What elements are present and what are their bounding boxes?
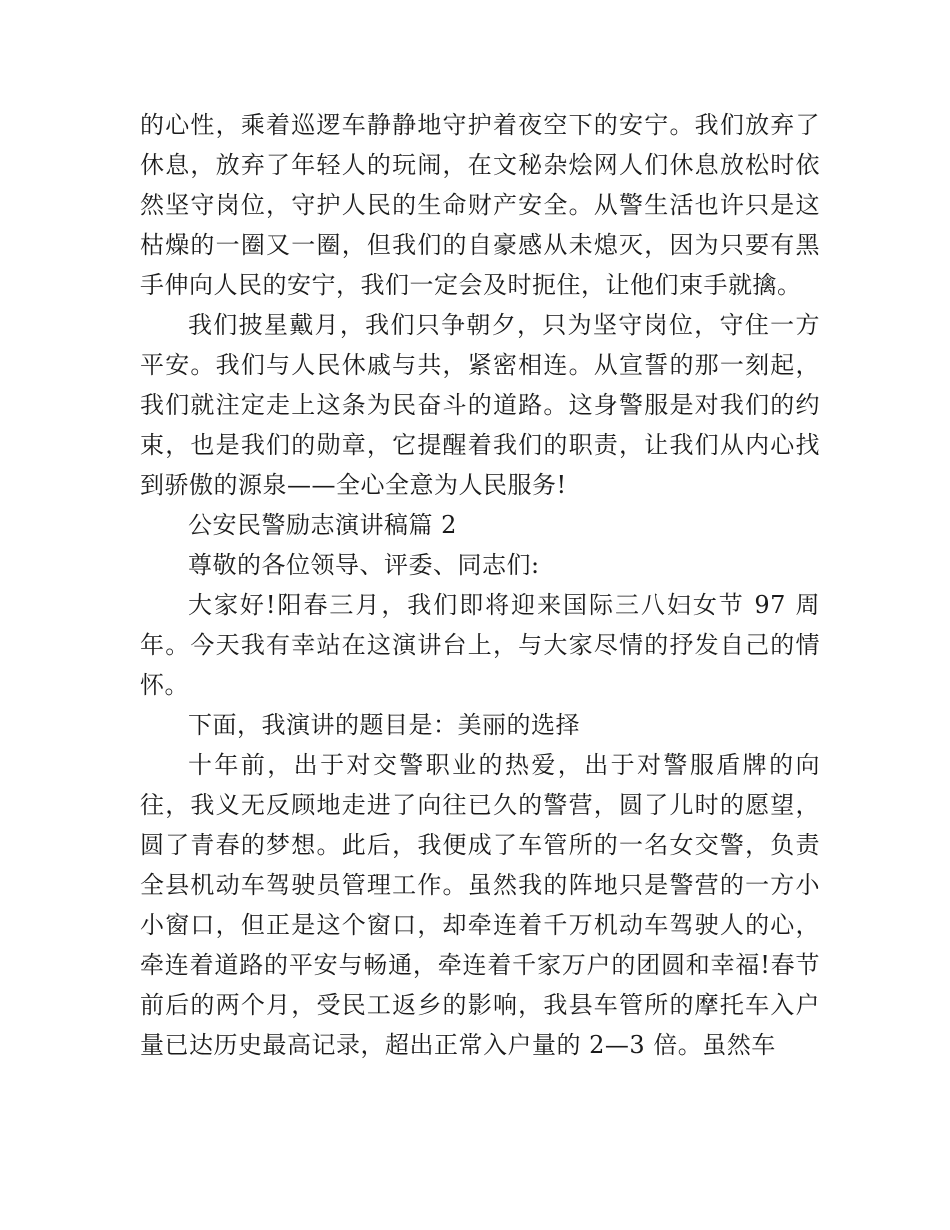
paragraph-1: 的心性，乘着巡逻车静静地守护着夜空下的安宁。我们放弃了休息，放弃了年轻人的玩闹，在文秘杂烩网人们休息放松时依然坚守岗位，守护人民的生命财产安全。从警生活也许只是这枯燥的一圈又一圈，但我们的自豪感从未熄灭，因为只要有黑手伸向人民的安宁，我们一定会及时扼住，让他们束手就擒。 bbox=[140, 111, 820, 299]
paragraph-2: 我们披星戴月，我们只争朝夕，只为坚守岗位，守住一方平安。我们与人民休戚与共，紧密相连。从宣誓的那一刻起，我们就注定走上这条为民奋斗的道路。这身警服是对我们的约束，也是我们的勋章，它提醒着我们的职责，让我们从内心找到骄傲的源泉——全心全意为人民服务! bbox=[140, 311, 820, 499]
section-heading: 公安民警励志演讲稿篇 2 bbox=[188, 511, 457, 539]
paragraph-story: 十年前，出于对交警职业的热爱，出于对警服盾牌的向往，我义无反顾地走进了向往已久的警营，圆了儿时的愿望，圆了青春的梦想。此后，我便成了车管所的一名女交警，负责全县机动车驾驶员管理工作。虽然我的阵地只是警营的一方小小窗口，但正是这个窗口，却牵连着千万机动车驾驶人的心，牵连着道路的平安与畅通，牵连着千家万户的团圆和幸福!春节前后的两个月，受民工返乡的影响，我县车管所的摩托车入户量已达历史最高记录，超出正常入户量的 2—3 倍。虽然车 bbox=[140, 751, 820, 1059]
salutation: 尊敬的各位领导、评委、同志们: bbox=[188, 551, 540, 579]
speech-topic: 下面，我演讲的题目是：美丽的选择 bbox=[188, 711, 580, 739]
paragraph-greeting: 大家好!阳春三月，我们即将迎来国际三八妇女节 97 周年。今天我有幸站在这演讲台上，与大家尽情的抒发自己的情怀。 bbox=[140, 591, 820, 699]
document-body bbox=[140, 105, 820, 1065]
